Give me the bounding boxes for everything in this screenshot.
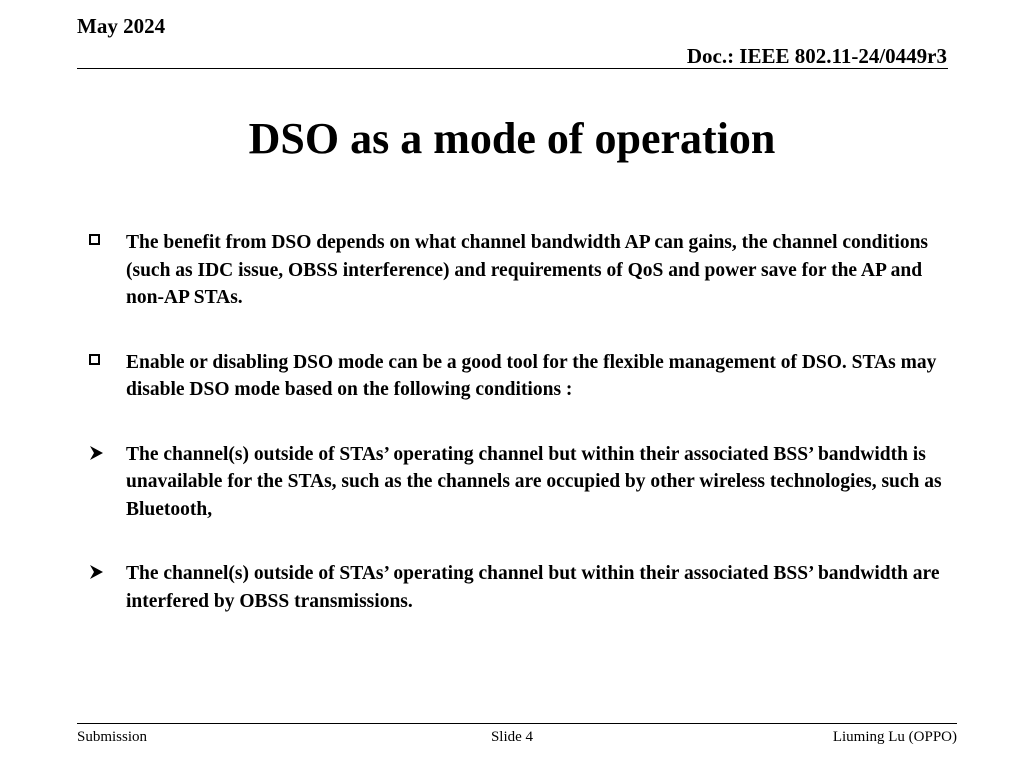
square-bullet-icon (88, 349, 112, 376)
footer-author: Liuming Lu (OPPO) (832, 729, 957, 745)
header-doc-id: Doc.: IEEE 802.11-24/0449r3 (686, 44, 947, 68)
bullet-text: The channel(s) outside of STAs’ operating channel but within their associated BSS’ bandwidth is unavailable for the STAs, such as the channels are occupied by other wireless technologies, such as Bluetooth, (126, 443, 942, 520)
square-bullet-icon (88, 229, 112, 256)
bullet-text: The channel(s) outside of STAs’ operating channel but within their associated BSS’ bandwidth are interfered by OBSS transmissions. (126, 563, 940, 612)
bullet-item (88, 560, 948, 615)
arrow-bullet-icon (88, 560, 112, 587)
footer-slide-number: Slide 4 (490, 729, 534, 745)
bullet-text: The benefit from DSO depends on what channel bandwidth AP can gains, the channel conditions (such as IDC issue, OBSS interference) and requirements of QoS and power save for the AP and non-AP STAs. (126, 232, 929, 308)
bullet-item (88, 441, 948, 524)
footer-submission: Submission (77, 729, 148, 745)
bullet-text: Enable or disabling DSO mode can be a good tool for the flexible management of DSO. STAs may disable DSO mode based on the following conditions : (126, 351, 937, 400)
slide-body (88, 229, 948, 652)
slide-title: DSO as a mode of operation (248, 114, 776, 163)
bullet-item (88, 349, 948, 404)
footer-divider (77, 723, 957, 724)
header-date: May 2024 (77, 14, 166, 38)
header-divider (77, 68, 948, 69)
bullet-item (88, 229, 948, 312)
arrow-bullet-icon (88, 441, 112, 468)
